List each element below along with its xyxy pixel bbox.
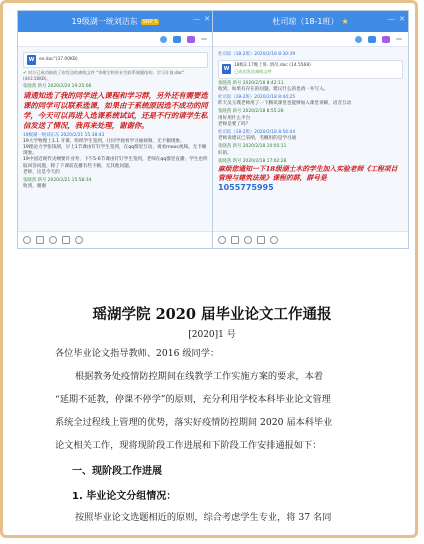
chat-message-list — [18, 47, 213, 193]
close-icon[interactable]: ✕ — [204, 15, 210, 23]
message-line: 用好用什么平台 — [218, 115, 251, 121]
message-text: 老师说建议已采纳，毛概用的是学习通 — [218, 136, 297, 142]
message-line: 老师，这是今天的 — [23, 169, 60, 175]
word-file-icon: W — [222, 64, 231, 74]
window-controls — [388, 15, 405, 23]
message-meta: 杜司琼（18-2班）2020/2/18 8:30:39 — [218, 52, 296, 57]
emoji-icon[interactable] — [23, 236, 31, 244]
chat-title: 杜司琼（18-1班） — [272, 17, 339, 26]
message-text: 收到，谢谢 — [23, 184, 46, 190]
close-icon[interactable]: ✕ — [399, 15, 405, 23]
screenshot-icon[interactable] — [49, 236, 57, 244]
document-paragraph-line: 根据教务处疫情防控期间在线教学工作实施方案的要求，本着 — [75, 371, 324, 382]
check-icon: ✔ — [23, 70, 27, 75]
more-icon[interactable] — [201, 38, 207, 40]
window-controls — [193, 15, 210, 23]
message-text: 请通知选了我的同学进入课程和学习群，另外还有需要选课的同学可以联系选课，如果由于系统原因选不成功的同学，今天可以再进入选课系统试试，还是不行的请学生私信发送了情况，我再来处理，谢谢你。 — [23, 90, 208, 130]
document-number: [2020]1 号 — [188, 330, 236, 340]
minimize-icon[interactable]: — — [193, 15, 201, 23]
chat-input-toolbar — [213, 231, 408, 248]
message-text: 麻烦您通知一下18级湖土木的学生加入实验老师《工程项目管理与建筑法规》课程的群，群号是 1055775995 — [218, 165, 403, 192]
video-call-icon[interactable] — [173, 36, 181, 43]
file-message[interactable] — [23, 52, 208, 68]
document-paragraph-line: 系统全过程线上管理的优势，落实好疫情防控期间 2020 届本科毕业 — [55, 417, 333, 428]
mic-icon[interactable] — [270, 236, 278, 244]
message-meta: 杜司琼（18-2班）2020/2/18 8:44:25 — [218, 95, 296, 101]
folder-icon[interactable] — [62, 236, 70, 244]
message-text: 昨天吴玉璞老师用了一下腾讯课堂也能够加入课堂讲解，语音互动 — [218, 101, 352, 107]
file-message[interactable] — [218, 60, 403, 78]
file-size: (14.5568) — [289, 63, 311, 69]
group-number: 1055775995 — [218, 183, 274, 193]
video-call-icon[interactable] — [368, 36, 376, 43]
message-line: 19理论力学张钱朗，早上1节课由钉钉学生签到，在qq群里互动，观看mooc视频。无卡顿现象。 — [23, 145, 207, 157]
share-screen-icon[interactable] — [187, 36, 195, 43]
image-icon[interactable] — [231, 236, 239, 244]
file-status: 已成功发送离线文件 — [234, 69, 272, 75]
message-meta: 杜司琼（18-2班）2020/2/18 8:56:44 — [218, 130, 296, 136]
notice-document — [17, 255, 407, 533]
document-paragraph-line: 按照毕业论文选题相近的原则，综合考虑学生专业，将 37 名同 — [75, 512, 332, 523]
message-meta: 张晓茜 新号 2020/2/18 17:02:28 — [218, 158, 287, 164]
message-line: 19大学物理上1.1 开课，组织学生签到，让同学观看学习通视频，无卡顿现象。 — [23, 138, 185, 144]
message-meta: 张晓茜 新号 2020/2/18 8:55:28 — [218, 109, 284, 115]
chat-input-toolbar — [18, 231, 213, 248]
minimize-icon[interactable]: — — [388, 15, 396, 23]
message-line: 老师是要了吗？ — [218, 121, 251, 127]
message-text: 好的。 — [218, 150, 232, 156]
document-salutation: 各位毕业论文指导教师、2016 级同学： — [55, 348, 220, 359]
star-icon: ★ — [341, 17, 349, 26]
voice-call-icon[interactable] — [355, 36, 362, 43]
chat-title-bar — [18, 11, 213, 32]
emoji-icon[interactable] — [218, 236, 226, 244]
message-line: 19中国近现代史纲要许业寿，下午5-6节课由钉钉学生签到，老师在qq群里直播，学生也听取回答问题，除了下课前直播有些卡顿，无其他问题。 — [23, 157, 208, 169]
message-meta: 19级湖一统刘东东 2020/2/21 15:38:43 — [23, 132, 105, 138]
file-name: 18级2.17晚上班..情况.doc — [234, 63, 288, 69]
vip-badge: SNP 5 — [142, 18, 158, 25]
chat-title: 19级湖一统刘洁东 — [71, 17, 138, 26]
word-file-icon: W — [27, 55, 36, 65]
folder-icon[interactable] — [257, 236, 265, 244]
document-title: 瑶湖学院 2020 届毕业论文工作通报 — [92, 306, 332, 323]
chat-toolbar — [18, 32, 213, 47]
chat-title-bar — [213, 11, 408, 32]
message-meta: 张晓茜 新号 2020/2/18 10:05:11 — [218, 144, 287, 150]
voice-call-icon[interactable] — [160, 36, 167, 43]
document-paragraph-line: 论文相关工作，现将现阶段工作进展和下阶段工作安排通报如下： — [55, 440, 322, 451]
document-paragraph-line: “延期不延教，停课不停学”的原则，充分利用学校本科毕业论文管理 — [55, 394, 331, 405]
image-icon[interactable] — [36, 236, 44, 244]
chat-window-left — [17, 10, 214, 249]
share-screen-icon[interactable] — [382, 36, 390, 43]
message-meta: 张晓茜 新号 2020/2/18 8:42:11 — [218, 80, 284, 86]
message-text: 收到，如果有存在的问题，建议什么的也请一并写入。 — [218, 86, 329, 92]
section-heading: 一、现阶段工作进展 — [72, 466, 162, 477]
message-meta: 张晓茜 新号 2020/2/21 15:58:34 — [23, 178, 92, 184]
subsection-heading: 1. 毕业论文分组情况： — [72, 491, 177, 502]
screenshot-icon[interactable] — [244, 236, 252, 244]
chat-toolbar — [213, 32, 408, 47]
more-icon[interactable] — [396, 38, 402, 40]
system-notice: ✔ 对方已成功接收了你发送的离线文件 "审理学和毕业生联系课题结构、学习计划.doc"(443.50KB)。 — [23, 70, 185, 82]
mic-icon[interactable] — [75, 236, 83, 244]
chat-window-right — [212, 10, 409, 249]
file-name: ee.doc"(37.00KB) — [39, 56, 78, 62]
chat-message-list — [213, 47, 408, 195]
message-meta: 张晓茜 新号 2020/2/20 19:25:06 — [23, 84, 92, 90]
